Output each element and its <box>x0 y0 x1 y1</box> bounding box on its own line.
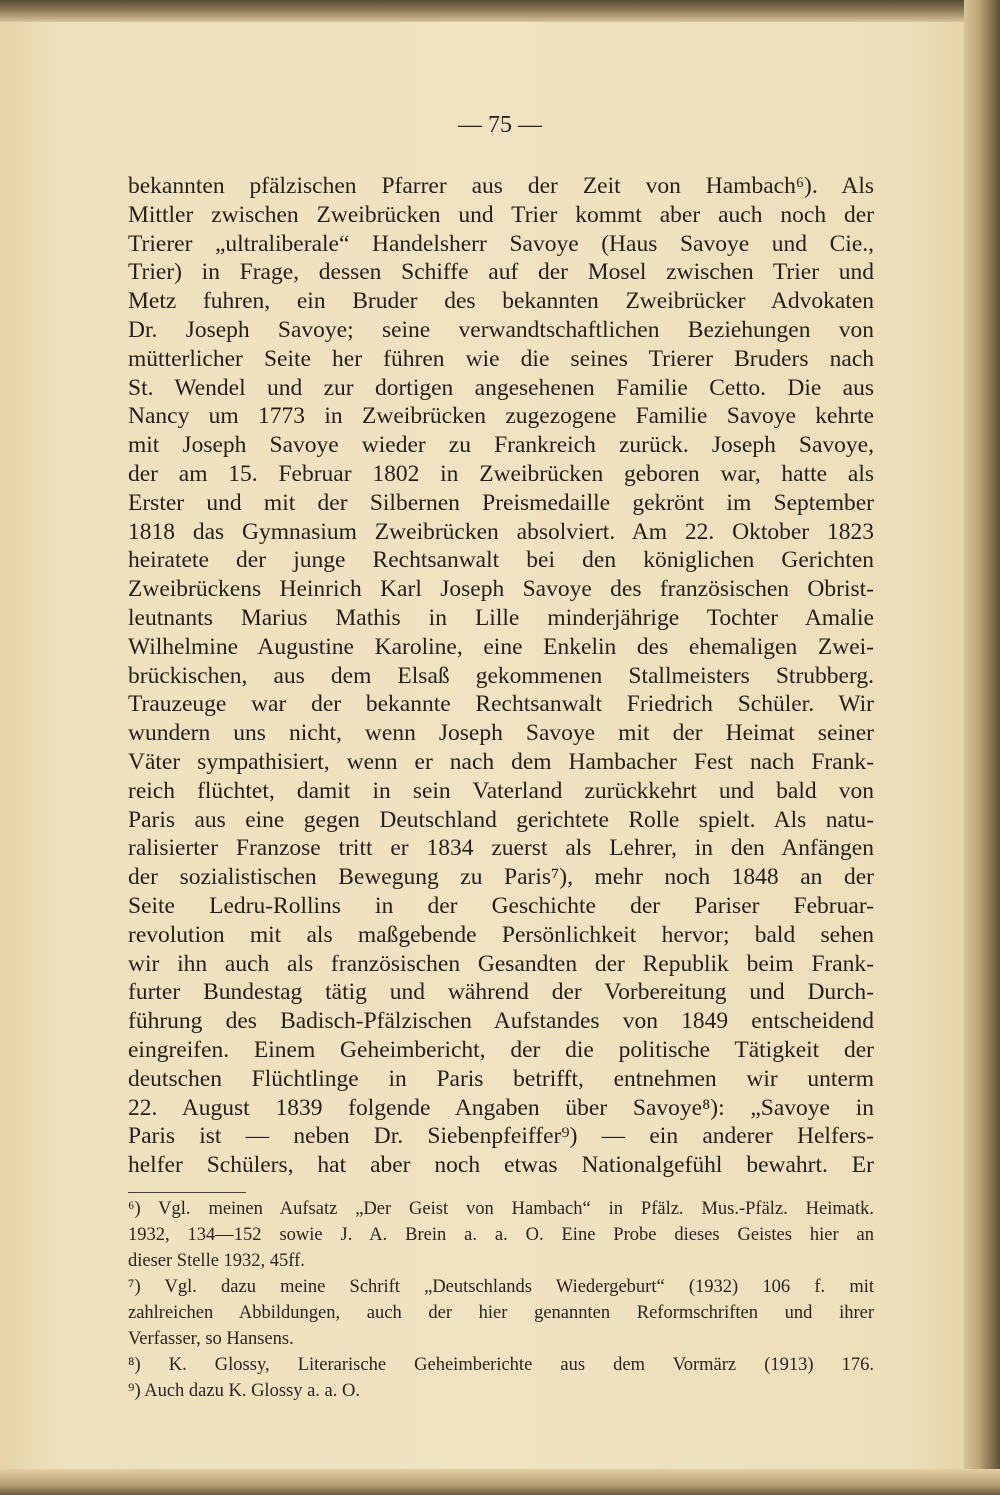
footnotes <box>128 1196 874 1404</box>
body-line: Nancy um 1773 in Zweibrücken zugezogene Familie Savoye kehrte <box>128 403 874 430</box>
footnote-line: ⁶) Vgl. meinen Aufsatz „Der Geist von Hambach“ in Pfälz. Mus.-Pfälz. Heimatk. <box>128 1199 874 1219</box>
footnote-line: ⁷) Vgl. dazu meine Schrift „Deutschlands Wiedergeburt“ (1932) 106 f. mit <box>128 1277 874 1297</box>
body-line: 22. August 1839 folgende Angaben über Savoye⁸): „Savoye in <box>128 1094 874 1121</box>
body-line: Dr. Joseph Savoye; seine verwandtschaftlichen Beziehungen von <box>128 316 874 343</box>
body-line: ralisierter Franzose tritt er 1834 zuerst als Lehrer, in den Anfängen <box>128 835 874 862</box>
body-line: Paris ist — neben Dr. Siebenpfeiffer⁹) — ein anderer Helfers- <box>128 1123 874 1150</box>
body-line: leutnants Marius Mathis in Lille minderjährige Tochter Amalie <box>128 604 874 631</box>
footnote-line: zahlreichen Abbildungen, auch der hier genannten Reformschriften und ihrer <box>128 1303 874 1323</box>
body-line: Erster und mit der Silbernen Preismedaille gekrönt im September <box>128 489 874 516</box>
body-line: wundern uns nicht, wenn Joseph Savoye mit der Heimat seiner <box>128 720 874 747</box>
body-text <box>128 172 874 1180</box>
body-line: 1818 das Gymnasium Zweibrücken absolviert. Am 22. Oktober 1823 <box>128 518 874 545</box>
body-line: revolution mit als maßgebende Persönlichkeit hervor; bald sehen <box>128 921 874 948</box>
body-line: helfer Schülers, hat aber noch etwas Nationalgefühl bewahrt. Er <box>128 1152 874 1179</box>
body-line: Wilhelmine Augustine Karoline, eine Enkelin des ehemaligen Zwei- <box>128 633 874 660</box>
body-line: Mittler zwischen Zweibrücken und Trier kommt aber auch noch der <box>128 201 874 228</box>
page-right-edge <box>964 0 1000 1495</box>
body-line: Trierer „ultraliberale“ Handelsherr Savoye (Haus Savoye und Cie., <box>128 230 874 257</box>
body-line: furter Bundestag tätig und während der Vorbereitung und Durch- <box>128 979 874 1006</box>
body-line: Trier) in Frage, dessen Schiffe auf der Mosel zwischen Trier und <box>128 259 874 286</box>
page-number: — 75 — <box>458 112 542 138</box>
footnote-line: 1932, 134—152 sowie J. A. Brein a. a. O. Eine Probe dieses Geistes hier an <box>128 1225 874 1245</box>
body-line: Paris aus eine gegen Deutschland gerichtete Rolle spielt. Als natu- <box>128 806 874 833</box>
body-line: reich flüchtet, damit in sein Vaterland zurückkehrt und bald von <box>128 777 874 804</box>
body-line: bekannten pfälzischen Pfarrer aus der Zeit von Hambach⁶). Als <box>128 173 874 199</box>
body-line: Seite Ledru-Rollins in der Geschichte der Pariser Februar- <box>128 892 874 919</box>
page-top-edge <box>0 0 1000 22</box>
body-line: Zweibrückens Heinrich Karl Joseph Savoye des französischen Obrist- <box>128 576 874 603</box>
body-line: heiratete der junge Rechtsanwalt bei den königlichen Gerichten <box>128 547 874 574</box>
body-line: deutschen Flüchtlinge in Paris betrifft, entnehmen wir unterm <box>128 1065 874 1092</box>
body-line: brückischen, aus dem Elsaß gekommenen Stallmeisters Strubberg. <box>128 662 874 689</box>
body-line: Väter sympathisiert, wenn er nach dem Hambacher Fest nach Frank- <box>128 748 874 775</box>
body-line: führung des Badisch-Pfälzischen Aufstandes von 1849 entscheidend <box>128 1008 874 1035</box>
page-bottom-edge <box>0 1469 1000 1495</box>
body-line: Metz fuhren, ein Bruder des bekannten Zweibrücker Advokaten <box>128 288 874 315</box>
footnote-rule <box>128 1192 246 1193</box>
body-line: St. Wendel und zur dortigen angesehenen Familie Cetto. Die aus <box>128 374 874 401</box>
body-line: eingreifen. Einem Geheimbericht, der die politische Tätigkeit der <box>128 1036 874 1063</box>
footnote-line: Verfasser, so Hansens. <box>128 1329 294 1349</box>
body-line: mütterlicher Seite her führen wie die seines Trierer Bruders nach <box>128 345 874 372</box>
body-line: Trauzeuge war der bekannte Rechtsanwalt Friedrich Schüler. Wir <box>128 691 874 718</box>
body-line: wir ihn auch als französischen Gesandten der Republik beim Frank- <box>128 950 874 977</box>
body-line: mit Joseph Savoye wieder zu Frankreich zurück. Joseph Savoye, <box>128 432 874 459</box>
footnote-line: dieser Stelle 1932, 45ff. <box>128 1251 305 1271</box>
footnote-line: ⁹) Auch dazu K. Glossy a. a. O. <box>128 1381 360 1401</box>
footnote-line: ⁸) K. Glossy, Literarische Geheimberichte aus dem Vormärz (1913) 176. <box>128 1355 874 1375</box>
body-line: der sozialistischen Bewegung zu Paris⁷), mehr noch 1848 an der <box>128 864 874 891</box>
body-line: der am 15. Februar 1802 in Zweibrücken geboren war, hatte als <box>128 460 874 487</box>
